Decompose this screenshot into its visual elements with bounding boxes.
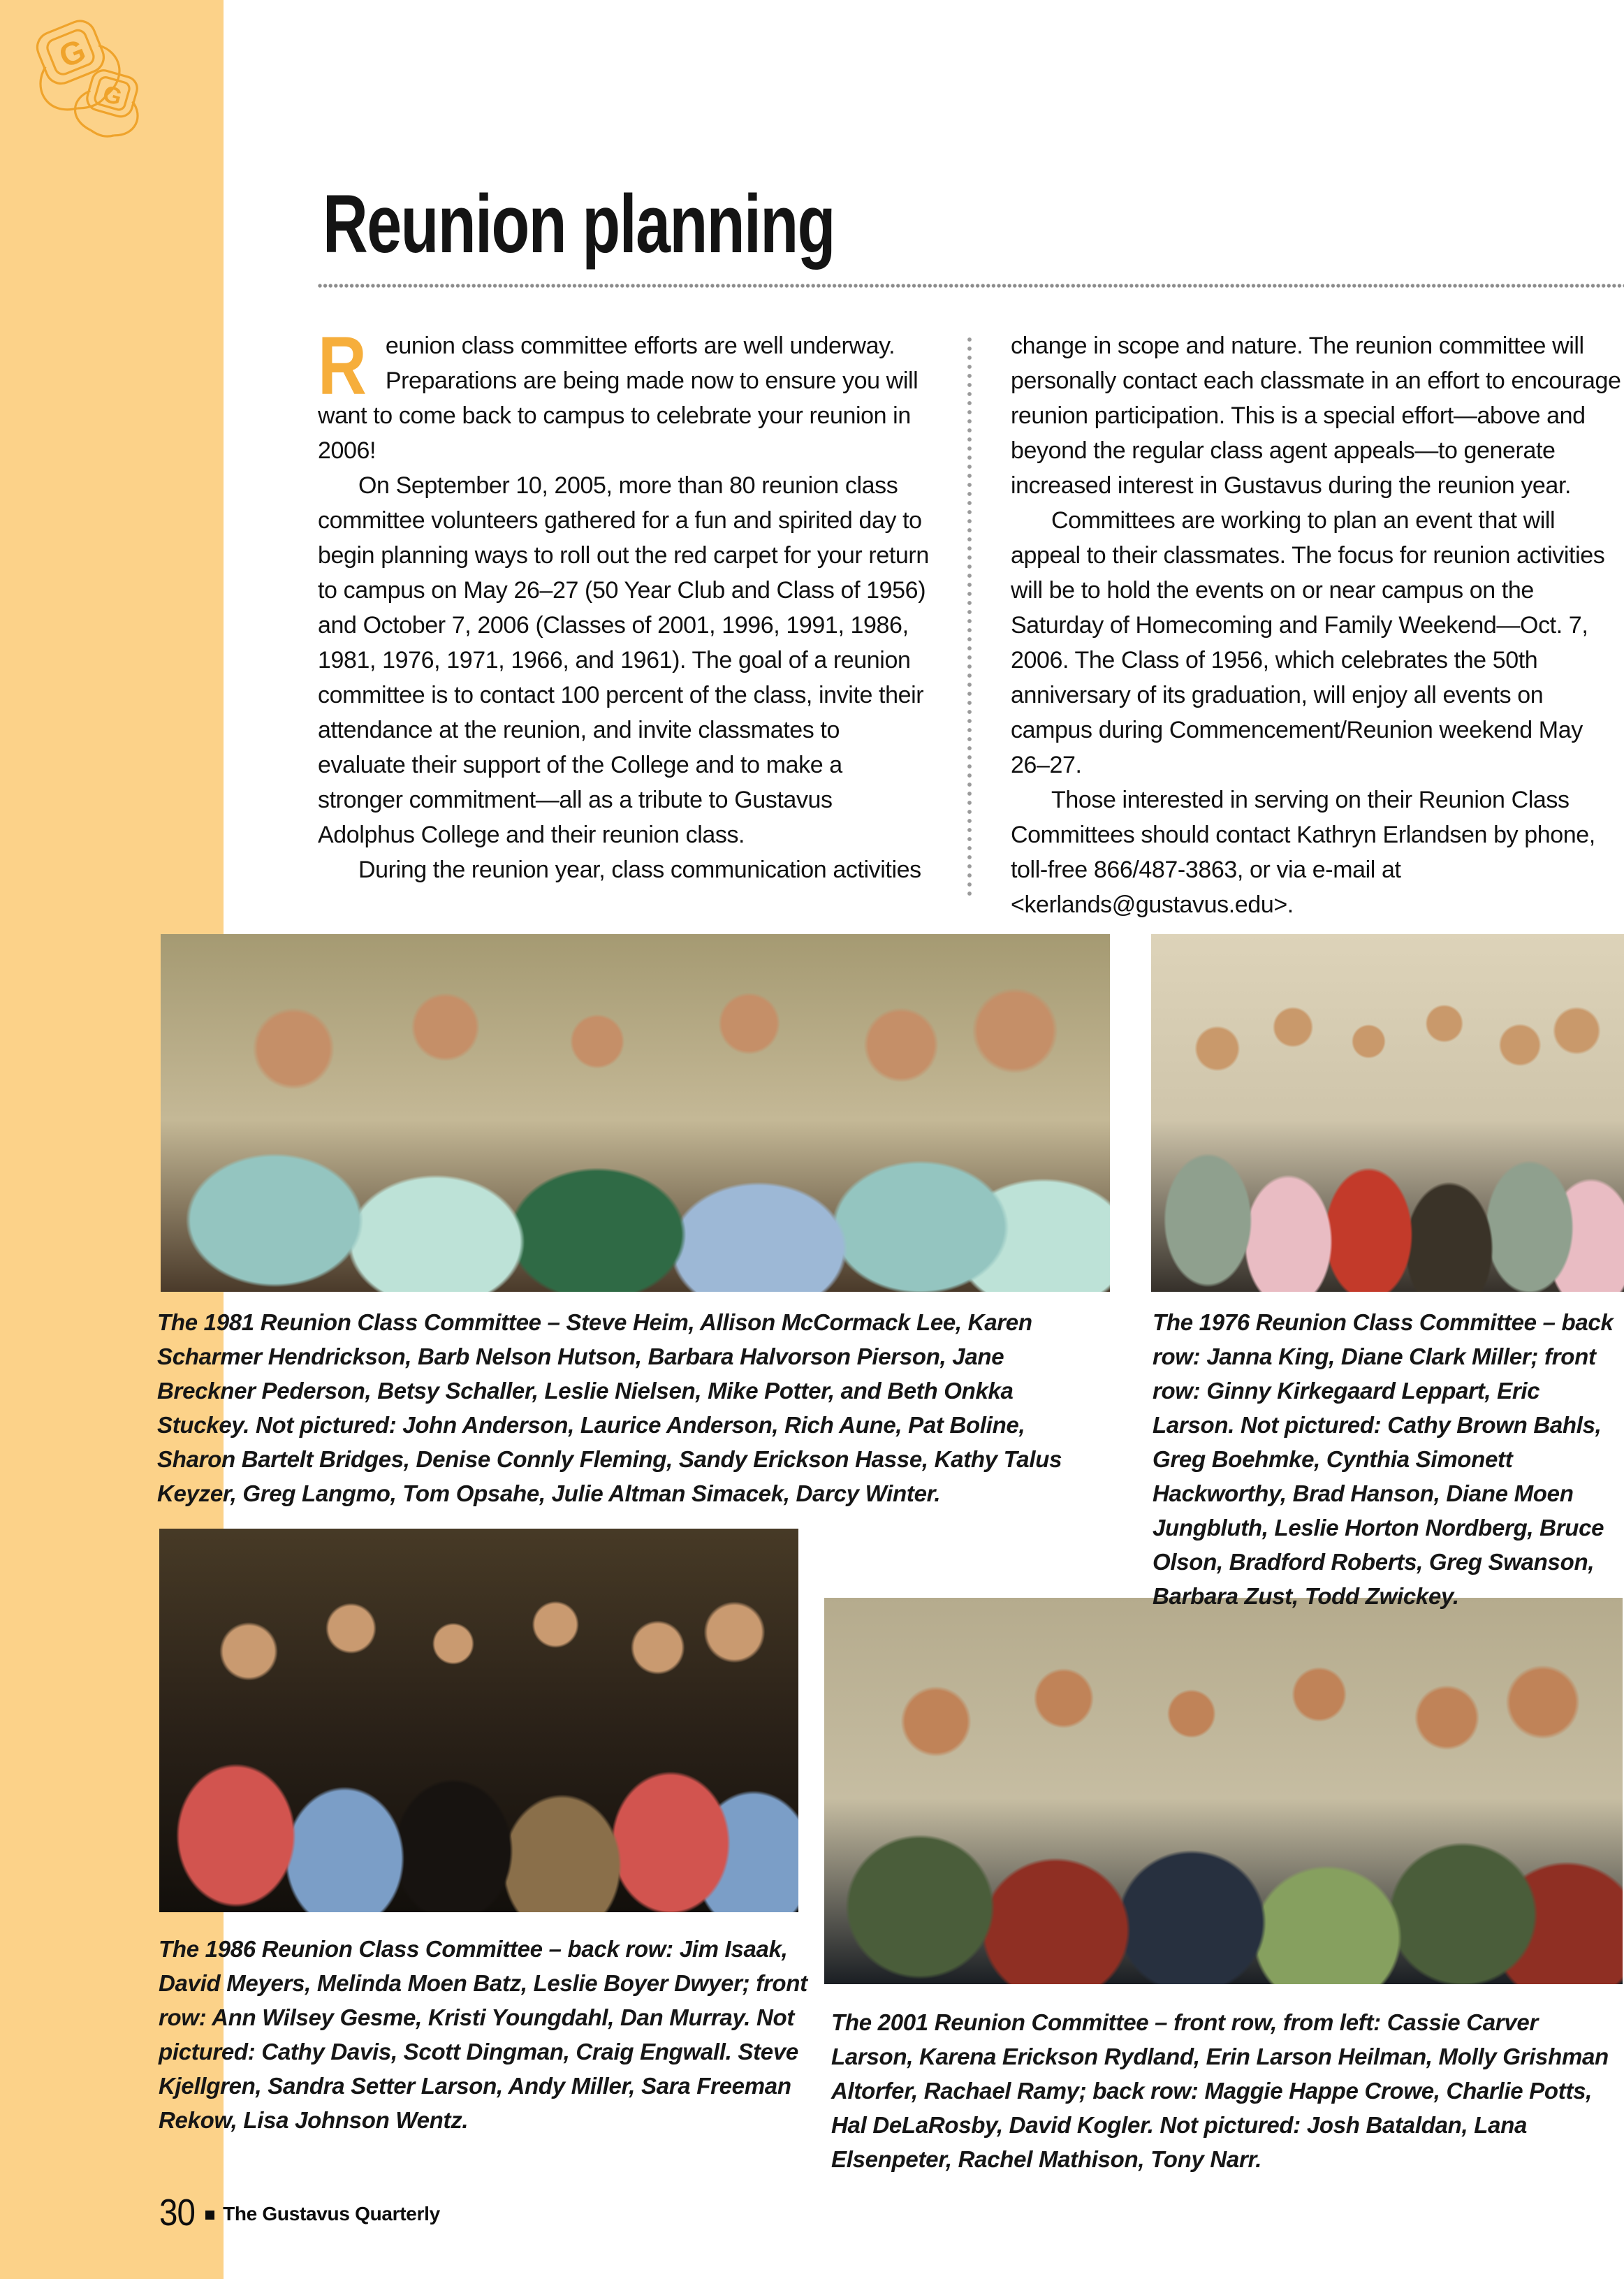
photo-2001-committee xyxy=(824,1598,1623,1984)
svg-text:G: G xyxy=(54,31,91,75)
photo-caption-1976: The 1976 Reunion Class Committee – back row: Janna King, Diane Clark Miller; front row: Ginny Kirkegaard Leppart, Eric Larson. Not pictured: Cathy Brown Bahls, Greg Boehmke, Cynthia Simonett Hackworthy, Brad Hanson, Diane Moen Jungbluth, Leslie Horton Nordberg, Bruce Olson, Bradford Roberts, Greg Swanson, Barbara Zust, Todd Zwickey. xyxy=(1153,1309,1614,1609)
publication-name: The Gustavus Quarterly xyxy=(223,2203,440,2225)
page-footer xyxy=(159,2191,440,2234)
column-dotted-divider xyxy=(967,337,972,899)
photo-1981-committee xyxy=(161,934,1110,1292)
photo-caption-1986: The 1986 Reunion Class Committee – back row: Jim Isaak, David Meyers, Melinda Moen Batz, Leslie Boyer Dwyer; front row: Ann Wilsey Gesme, Kristi Youngdahl, Dan Murray. Not pictured: Cathy Davis, Scott Dingman, Craig Engwall. Steve Kjellgren, Sandra Setter Larson, Andy Miller, Sara Freeman Rekow, Lisa Johnson Wentz. xyxy=(159,1936,807,2133)
article-paragraph: change in scope and nature. The reunion committee will personally contact each classmate in an effort to encourage reunion participation. This is a special effort—above and beyond the regular class agent appeals—to generate increased interest in Gustavus during the reunion year. xyxy=(1011,333,1621,499)
drop-cap: R xyxy=(318,320,367,412)
article-paragraph: On September 10, 2005, more than 80 reunion class committee volunteers gathered for a fun and spirited day to begin planning ways to roll out the red carpet for your return to campus on May 26–27 (50 Year Club and Class of 1956) and October 7, 2006 (Classes of 2001, 1996, 1991, 1986, 1981, 1976, 1971, 1966, and 1961). The goal of a reunion committee is to contact 100 percent of the class, invite their attendance at the reunion, and invite classmates to evaluate their support of the College and to make a stronger commitment—all as a tribute to Gustavus Adolphus College and their reunion class. xyxy=(318,472,929,848)
photo-1976-committee xyxy=(1151,934,1624,1292)
square-bullet-icon xyxy=(205,2211,214,2220)
photo-caption-2001: The 2001 Reunion Committee – front row, from left: Cassie Carver Larson, Karena Erickson Rydland, Erin Larson Heilman, Molly Grishman Altorfer, Rachael Ramy; back row: Maggie Happe Crowe, Charlie Potts, Hal DeLaRosby, David Kogler. Not pictured: Josh Bataldan, Lana Elsenpeter, Rachel Mathison, Tony Narr. xyxy=(831,2009,1609,2172)
page-number: 30 xyxy=(159,2192,196,2234)
article-paragraph-text: eunion class committee efforts are well underway. Preparations are being made now to ensure you will want to come back to campus to celebrate your reunion in 2006! xyxy=(318,333,919,464)
article-left-column xyxy=(318,320,931,887)
svg-text:G: G xyxy=(99,80,125,111)
title-dotted-rule xyxy=(318,282,1624,289)
article-paragraph: During the reunion year, class communication activities xyxy=(358,857,921,883)
page-title: Reunion planning xyxy=(323,178,835,270)
article-paragraph: Those interested in serving on their Reunion Class Committees should contact Kathryn Erlandsen by phone, toll-free 866/487-3863, or via e-mail at <kerlands@gustavus.edu>. xyxy=(1011,787,1595,918)
photo-1986-committee xyxy=(159,1529,798,1912)
article-paragraph xyxy=(318,320,931,468)
article-paragraph: Committees are working to plan an event that will appeal to their classmates. The focus for reunion activities will be to hold the events on or near campus on the Saturday of Homecoming and Family Weekend—Oct. 7, 2006. The Class of 1956, which celebrates the 50th anniversary of its graduation, will enjoy all events on campus during Commencement/Reunion weekend May 26–27. xyxy=(1011,507,1605,778)
photo-caption-1981: The 1981 Reunion Class Committee – Steve Heim, Allison McCormack Lee, Karen Scharmer Hendrickson, Barb Nelson Hutson, Barbara Halvorson Pierson, Jane Breckner Pederson, Betsy Schaller, Leslie Nielsen, Mike Potter, and Beth Onkka Stuckey. Not pictured: John Anderson, Laurice Anderson, Rich Aune, Pat Boline, Sharon Bartelt Bridges, Denise Connly Fleming, Sandy Erickson Hasse, Kathy Talus Keyzer, Greg Langmo, Tom Opsahe, Julie Altman Simacek, Darcy Winter. xyxy=(157,1309,1062,1506)
class-rings-icon xyxy=(20,13,159,142)
article-right-column xyxy=(1011,328,1623,922)
